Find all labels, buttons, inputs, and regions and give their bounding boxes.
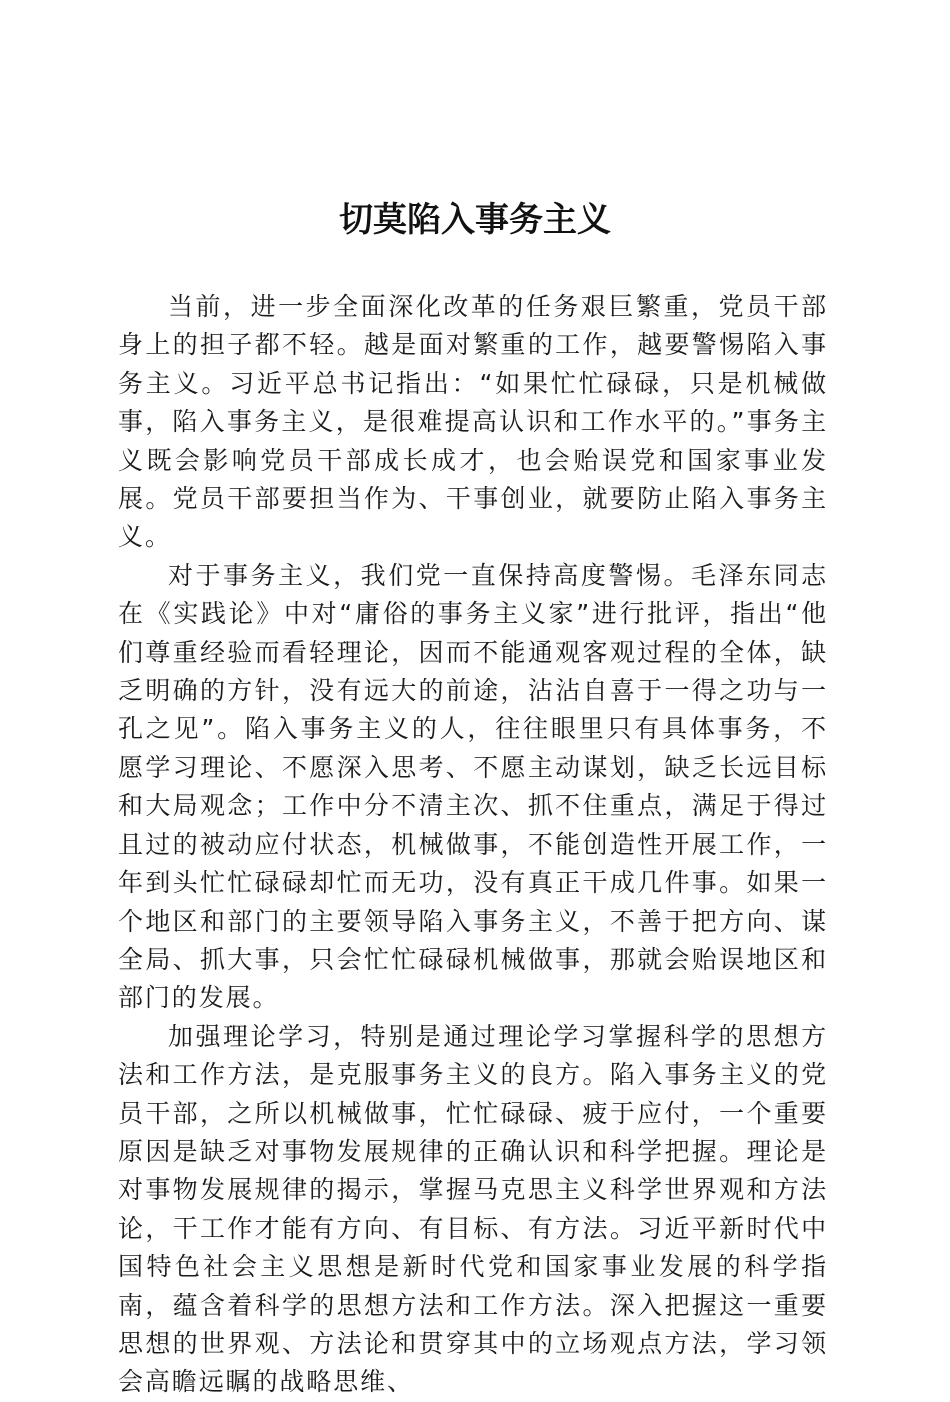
paragraph-2: 对于事务主义，我们党一直保持高度警惕。毛泽东同志在《实践论》中对“庸俗的事务主义家”进行批评，指出“他们尊重经验而看轻理论，因而不能通观客观过程的全体，缺乏明确的方针，没有远大的前途，沾沾自喜于一得之功与一孔之见”。陷入事务主义的人，往往眼里只有具体事务，不愿学习理论、不愿深入思考、不愿主动谋划，缺乏长远目标和大局观念；工作中分不清主次、抓不住重点，满足于得过且过的被动应付状态，机械做事，不能创造性开展工作，一年到头忙忙碌碌却忙而无功，没有真正干成几件事。如果一个地区和部门的主要领导陷入事务主义，不善于把方向、谋全局、抓大事，只会忙忙碌碌机械做事，那就会贻误地区和部门的发展。 [118, 560, 828, 1013]
paragraph-1: 当前，进一步全面深化改革的任务艰巨繁重，党员干部身上的担子都不轻。越是面对繁重的工作，越要警惕陷入事务主义。习近平总书记指出：“如果忙忙碌碌，只是机械做事，陷入事务主义，是很难提高认识和工作水平的。”事务主义既会影响党员干部成长成才，也会贻误党和国家事业发展。党员干部要担当作为、干事创业，就要防止陷入事务主义。 [118, 292, 828, 552]
document-title: 切莫陷入事务主义 [339, 200, 611, 240]
paragraph-3: 加强理论学习，特别是通过理论学习掌握科学的思想方法和工作方法，是克服事务主义的良方。陷入事务主义的党员干部，之所以机械做事，忙忙碌碌、疲于应付，一个重要原因是缺乏对事物发展规律的正确认识和科学把握。理论是对事物发展规律的揭示，掌握马克思主义科学世界观和方法论，干工作才能有方向、有目标、有方法。习近平新时代中国特色社会主义思想是新时代党和国家事业发展的科学指南，蕴含着科学的思想方法和工作方法。深入把握这一重要思想的世界观、方法论和贯穿其中的立场观点方法，学习领会高瞻远瞩的战略思维、 [118, 1021, 828, 1397]
document-body [118, 288, 828, 1402]
